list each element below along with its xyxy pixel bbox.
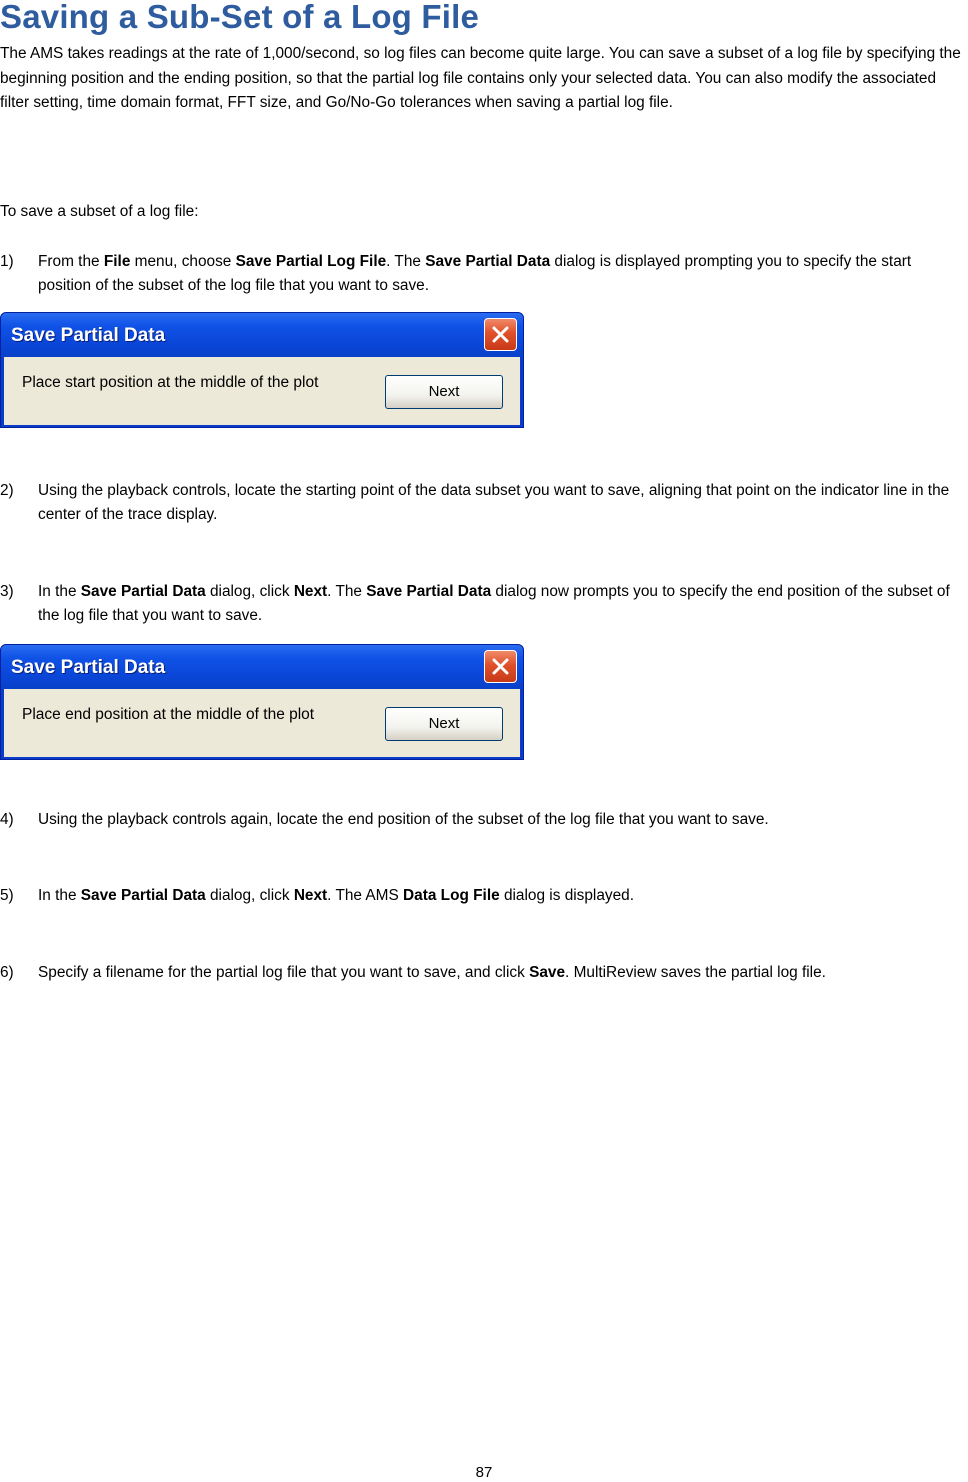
step-number: 5) (0, 887, 14, 904)
step-text: From the File menu, choose Save Partial Log File. The Save Partial Data dialog is displayed prompting you to specify the start position of the subset of the log file that you want to save. (38, 253, 912, 294)
step-5 (0, 884, 966, 908)
procedure-lead: To save a subset of a log file: (0, 203, 199, 220)
close-icon (492, 326, 509, 343)
step-text: Using the playback controls again, locate the end position of the subset of the log file that you want to save. (38, 811, 769, 828)
next-button[interactable]: Next (385, 707, 503, 741)
next-button[interactable]: Next (385, 375, 503, 409)
step-number: 4) (0, 811, 14, 828)
step-text: In the Save Partial Data dialog, click Next. The AMS Data Log File dialog is displayed. (38, 887, 634, 904)
step-3 (0, 580, 966, 628)
close-button[interactable] (484, 650, 517, 683)
step-number: 1) (0, 253, 14, 270)
save-partial-data-dialog-end (0, 644, 524, 760)
step-6 (0, 961, 966, 985)
step-text: Specify a filename for the partial log file that you want to save, and click Save. MultiReview saves the partial log file. (38, 964, 826, 981)
page-number: 87 (475, 1464, 493, 1481)
step-4 (0, 808, 966, 832)
dialog-title: Save Partial Data (11, 657, 166, 678)
close-button[interactable] (484, 318, 517, 351)
step-number: 2) (0, 482, 14, 499)
page-title: Saving a Sub-Set of a Log File (0, 0, 480, 35)
dialog-body (4, 357, 520, 425)
step-text: Using the playback controls, locate the starting point of the data subset you want to save, aligning that point on the indicator line in the center of the trace display. (38, 482, 950, 523)
step-2 (0, 479, 966, 527)
dialog-titlebar[interactable] (1, 645, 523, 689)
dialog-body (4, 689, 520, 757)
intro-paragraph: The AMS takes readings at the rate of 1,000/second, so log files can become quite large. You can save a subset of a log file by specifying the beginning position and the ending position, so that the partial log file contains only your selected data. You can also modify the associated filter setting, time domain format, FFT size, and Go/No-Go tolerances when saving a partial log file. (0, 45, 961, 111)
dialog-message: Place start position at the middle of the plot (22, 374, 319, 391)
step-number: 3) (0, 583, 14, 600)
step-number: 6) (0, 964, 14, 981)
step-text: In the Save Partial Data dialog, click Next. The Save Partial Data dialog now prompts you to specify the end position of the subset of the log file that you want to save. (38, 583, 950, 624)
step-1 (0, 250, 966, 298)
save-partial-data-dialog-start (0, 312, 524, 428)
dialog-title: Save Partial Data (11, 325, 166, 346)
dialog-message: Place end position at the middle of the plot (22, 706, 315, 723)
close-icon (492, 658, 509, 675)
dialog-titlebar[interactable] (1, 313, 523, 357)
